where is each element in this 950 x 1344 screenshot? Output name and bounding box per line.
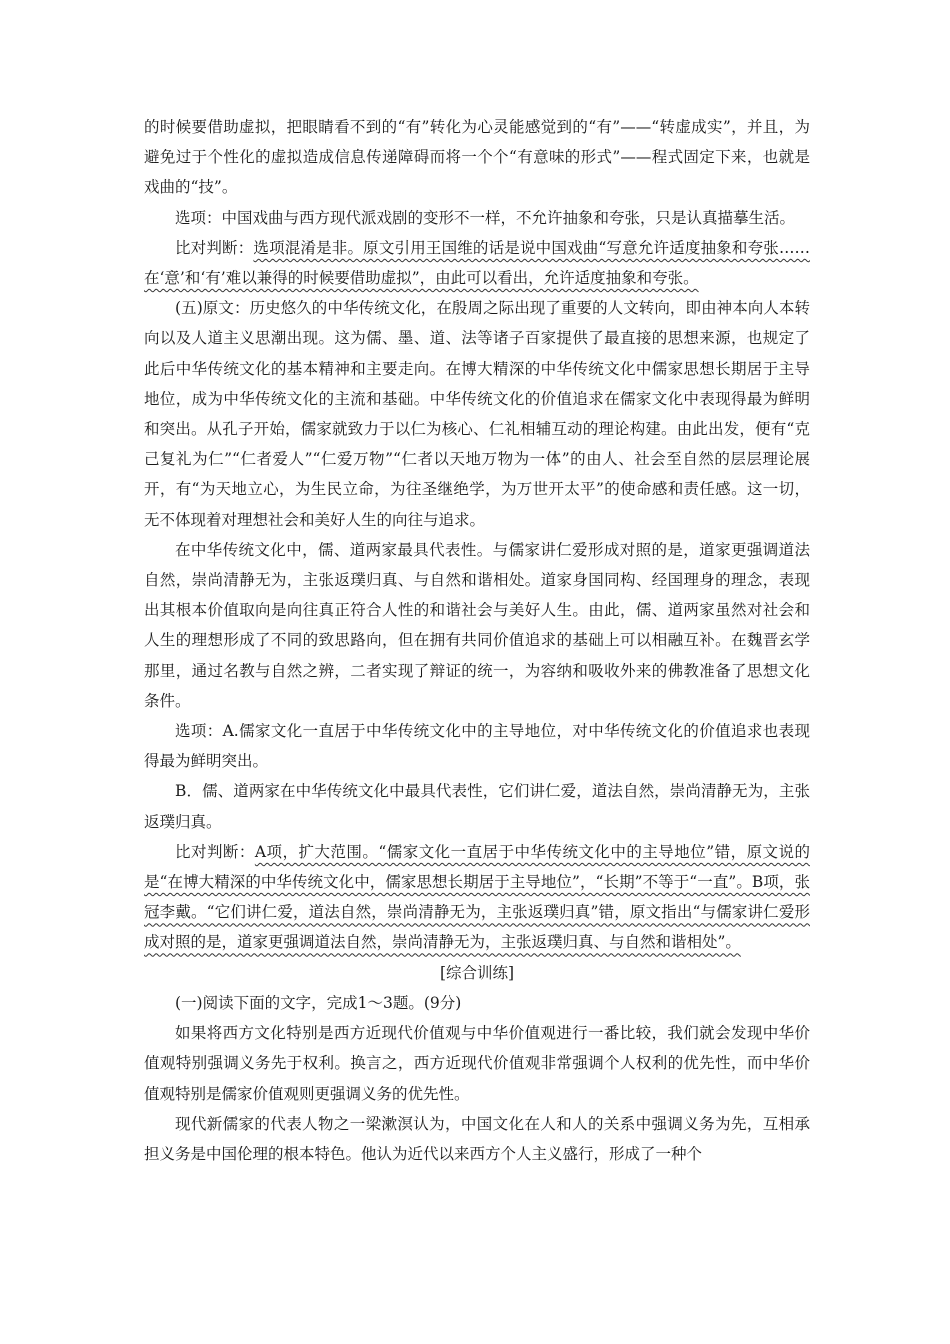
option-a-paragraph: 选项：A.儒家文化一直居于中华传统文化中的主导地位，对中华传统文化的价值追求也表现得最为鲜明突出。 — [144, 722, 810, 771]
judgment-paragraph — [144, 233, 810, 293]
judgment-label: 比对判断： — [175, 238, 254, 257]
judgment-text-2: A项，扩大范围。“儒家文化一直居于中华传统文化中的主导地位”错，原文说的是“在博大精深的中华传统文化中，儒家思想长期居于主导地位”，“长期”不等于“一直”。B项，张冠李戴。“它们讲仁爱，道法自然，崇尚清静无为，主张返璞归真”错，原文指出“与儒家讲仁爱形成对照的是，道家更强调道法自然，崇尚清静无为，主张返璞归真、与自然和谐相处”。 — [144, 842, 810, 952]
source-text-paragraph-5: (五)原文：历史悠久的中华传统文化，在殷周之际出现了重要的人文转向，即由神本向人本转向以及人道主义思潮出现。这为儒、墨、道、法等诸子百家提供了最直接的思想来源，也规定了此后中华传统文化的基本精神和主要走向。在博大精深的中华传统文化中儒家思想长期居于主导地位，成为中华传统文化的主流和基础。中华传统文化的价值追求在儒家文化中表现得最为鲜明和突出。从孔子开始，儒家就致力于以仁为核心、仁礼相辅互动的理论构建。由此出发，便有“克己复礼为仁”“仁者爱人”“仁爱万物”“仁者以天地万物为一体”的由人、社会至自然的层层理论展开，有“为天地立心，为生民立命，为往圣继绝学，为万世开太平”的使命感和责任感。这一切，无不体现着对理想社会和美好人生的向往与追求。 — [144, 299, 810, 529]
paragraph-continuation: 的时候要借助虚拟，把眼睛看不到的“有”转化为心灵能感觉到的“有”——“转虚成实”，并且，为避免过于个性化的虚拟造成信息传递障碍而将一个个“有意味的形式”——程式固定下来，也就是戏曲的“技”。 — [144, 118, 810, 197]
judgment-text: 选项混淆是非。原文引用王国维的话是说中国戏曲“写意允许适度抽象和夸张……在‘意’和‘有’难以兼得的时候要借助虚拟”，由此可以看出，允许适度抽象和夸张。 — [144, 238, 810, 288]
exercise-paragraph-1: 如果将西方文化特别是西方近现代价值观与中华价值观进行一番比较，我们就会发现中华价值观特别强调义务先于权利。换言之，西方近现代价值观非常强调个人权利的优先性，而中华价值观特别是儒家价值观则更强调义务的优先性。 — [144, 1024, 810, 1103]
judgment-paragraph-2 — [144, 837, 810, 958]
document-body — [144, 112, 810, 1169]
option-b-paragraph: B．儒、道两家在中华传统文化中最具代表性，它们讲仁爱，道法自然，崇尚清静无为，主张返璞归真。 — [144, 782, 810, 831]
option-paragraph: 选项：中国戏曲与西方现代派戏剧的变形不一样，不允许抽象和夸张，只是认真描摹生活。 — [175, 208, 796, 227]
exercise-paragraph-2: 现代新儒家的代表人物之一梁漱溟认为，中国文化在人和人的关系中强调义务为先，互相承担义务是中国伦理的根本特色。他认为近代以来西方个人主义盛行，形成了一种个 — [144, 1114, 810, 1163]
section-title: [综合训练] — [439, 963, 515, 982]
source-text-paragraph-5b: 在中华传统文化中，儒、道两家最具代表性。与儒家讲仁爱形成对照的是，道家更强调道法自然，崇尚清静无为，主张返璞归真、与自然和谐相处。道家身国同构、经国理身的理念，表现出其根本价值取向是向往真正符合人性的和谐社会与美好人生。由此，儒、道两家虽然对社会和人生的理想形成了不同的致思路向，但在拥有共同价值追求的基础上可以相融互补。在魏晋玄学那里，通过名教与自然之辨，二者实现了辩证的统一，为容纳和吸收外来的佛教准备了思想文化条件。 — [144, 540, 810, 710]
exercise-instruction: (一)阅读下面的文字，完成1～3题。(9分) — [175, 993, 462, 1012]
judgment-label-2: 比对判断： — [175, 842, 255, 861]
